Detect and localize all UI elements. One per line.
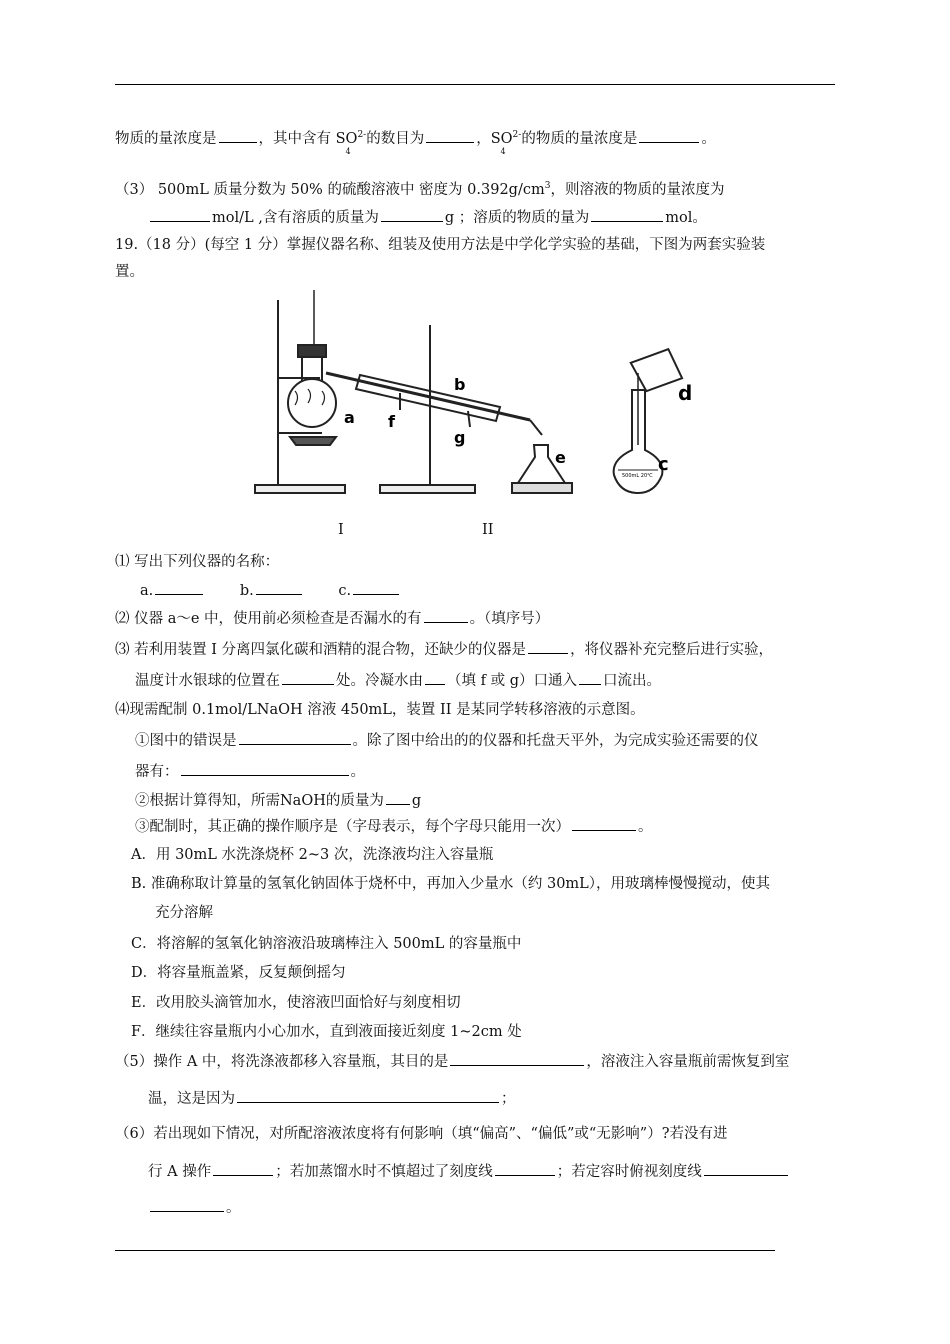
blank[interactable] <box>181 761 349 776</box>
part-5-line1: （5）操作 A 中，将洗涤液都移入容量瓶，其目的是 ，溶液注入容量瓶前需恢复到室 <box>115 1051 789 1072</box>
label-c: c <box>658 454 669 475</box>
part-4-equipment: 器有： 。 <box>135 761 365 782</box>
blank[interactable] <box>237 1088 499 1103</box>
blank[interactable] <box>424 608 468 623</box>
blank[interactable] <box>213 1161 273 1176</box>
step-d: D．将容量瓶盖紧，反复颠倒摇匀 <box>131 965 346 981</box>
part-1: ⑴ 写出下列仪器的名称： <box>115 554 280 570</box>
label-e: e <box>555 448 566 467</box>
part-2: ⑵ 仪器 a～e 中，使用前必须检查是否漏水的有 。（填序号） <box>115 608 549 629</box>
stand-base-i <box>255 485 345 493</box>
label-d: d <box>678 381 693 405</box>
part-6-line2: 行 A 操作 ；若加蒸馏水时不慎超过了刻度线 ；若定容时俯视刻度线 <box>148 1161 790 1182</box>
sulfate-ion: $^{2-}$ 4 <box>345 130 367 156</box>
top-rule <box>115 84 835 85</box>
part-5-line2: 温，这是因为 ； <box>148 1088 516 1109</box>
part-6-line1: （6）若出现如下情况，对所配溶液浓度将有何影响（填“偏高”、“偏低”或“无影响”）?若没有进 <box>115 1126 728 1142</box>
caption-i: I <box>338 522 344 538</box>
step-a: A．用 30mL 水洗涤烧杯 2~3 次，洗涤液均注入容量瓶 <box>131 847 494 863</box>
question-3-line2: mol/L ,含有溶质的质量为 g ；溶质的物质的量为 mol。 <box>148 207 707 228</box>
stand-base-ii <box>380 485 475 493</box>
label-f: f <box>388 412 395 431</box>
blank[interactable] <box>495 1161 555 1176</box>
blank[interactable] <box>239 730 351 745</box>
distillation-flask <box>288 379 336 427</box>
bottom-rule <box>115 1250 775 1251</box>
blank[interactable] <box>381 207 443 222</box>
concentration-line: 物质的量浓度是 ，其中含有 $SO^{2-}$ 4 的数目为 ，$SO^{2-}$ 4 的物质的量浓度是 。 <box>115 130 716 156</box>
blank[interactable] <box>219 128 257 143</box>
blank[interactable] <box>579 670 601 685</box>
part-6-line3: 。 <box>148 1197 241 1218</box>
blank[interactable] <box>528 639 568 654</box>
label-g: g <box>454 428 466 447</box>
question-19-line2: 置。 <box>115 264 144 280</box>
blank[interactable] <box>150 1197 224 1212</box>
blank[interactable] <box>450 1051 584 1066</box>
blank[interactable] <box>639 128 699 143</box>
part-3-line1: ⑶ 若利用装置 I 分离四氯化碳和酒精的混合物，还缺少的仪器是 ，将仪器补充完整后进行实验， <box>115 639 773 660</box>
blank[interactable] <box>591 207 663 222</box>
step-f: F．继续往容量瓶内小心加水，直到液面接近刻度 1~2cm 处 <box>131 1024 522 1040</box>
label-b: b <box>454 375 466 394</box>
step-c: C．将溶解的氢氧化钠溶液沿玻璃棒注入 500mL 的容量瓶中 <box>131 936 522 952</box>
apparatus-figure <box>250 285 700 500</box>
part-4: ⑷现需配制 0.1mol/LNaOH 溶液 450mL，装置 II 是某同学转移溶液的示意图。 <box>115 702 645 718</box>
sulfate-ion: $^{2-}$ 4 <box>500 130 522 156</box>
part-3-line2: 温度计水银球的位置在 处。冷凝水由 （填 f 或 g）口通入 口流出。 <box>135 670 661 691</box>
step-b: B. 准确称取计算量的氢氧化钠固体于烧杯中，再加入少量水（约 30mL），用玻璃棒慢慢搅动，使其 <box>131 876 771 892</box>
caption-ii: II <box>482 522 494 538</box>
question-19-line1: 19.（18 分）(每空 1 分）掌握仪器名称、组装及使用方法是中学化学实验的基础，下图为两套实验装 <box>115 237 766 253</box>
step-b-cont: 充分溶解 <box>155 905 213 921</box>
part-4-error: ①图中的错误是 。除了图中给出的的仪器和托盘天平外，为完成实验还需要的仪 <box>135 730 759 751</box>
blank-b[interactable] <box>256 580 302 595</box>
blank-a[interactable] <box>155 580 203 595</box>
blank[interactable] <box>572 816 636 831</box>
question-3-line1: （3） 500mL 质量分数为 50% 的硫酸溶液中 密度为 $0.392g/cm^3$，则溶液的物质的量浓度为 <box>115 181 725 198</box>
blank[interactable] <box>386 790 410 805</box>
blank[interactable] <box>704 1161 788 1176</box>
part-1-blanks: a. b. c. <box>140 580 401 601</box>
condenser <box>326 373 530 420</box>
blank-c[interactable] <box>353 580 399 595</box>
label-a: a <box>344 408 355 427</box>
blank[interactable] <box>282 670 334 685</box>
part-4-order: ③配制时，其正确的操作顺序是（字母表示，每个字母只能用一次） 。 <box>135 816 653 837</box>
blank[interactable] <box>426 128 474 143</box>
part-4-mass: ②根据计算得知，所需NaOH的质量为 g <box>135 790 421 811</box>
blank[interactable] <box>150 207 210 222</box>
flask-marking: 500mL 20℃ <box>622 473 653 479</box>
blank[interactable] <box>425 670 445 685</box>
step-e: E．改用胶头滴管加水，使溶液凹面恰好与刻度相切 <box>131 995 461 1011</box>
